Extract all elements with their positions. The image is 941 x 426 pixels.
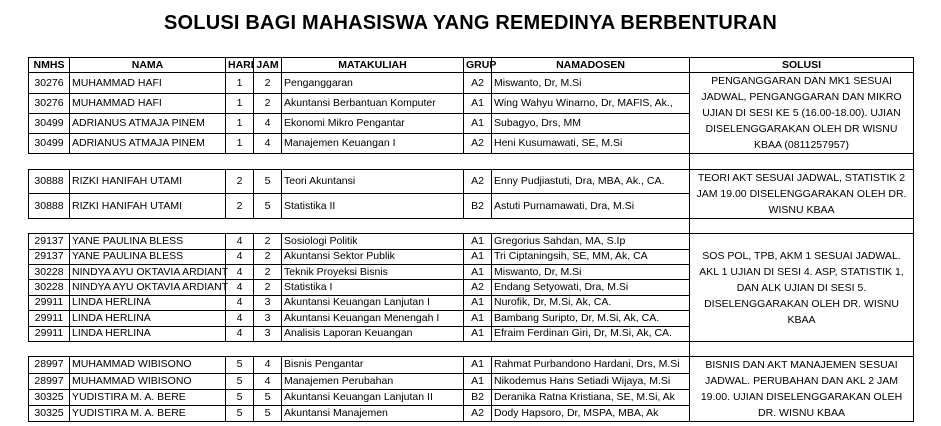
cell-grup: A1 (464, 311, 492, 326)
cell-hari: 4 (226, 326, 254, 341)
cell-namadosen: Rahmat Purbandono Hardani, Drs, M.Si (492, 357, 690, 373)
cell-nama: LINDA HERLINA (70, 311, 226, 326)
cell-namadosen: Subagyo, Drs, MM (492, 113, 690, 133)
cell-matakuliah: Akuntansi Berbantuan Komputer (282, 93, 464, 113)
cell-grup: A2 (464, 406, 492, 422)
cell-nmhs: 30888 (29, 169, 70, 194)
cell-hari: 1 (226, 73, 254, 93)
cell-hari: 1 (226, 134, 254, 154)
cell-hari: 5 (226, 406, 254, 422)
solution-cell: BISNIS DAN AKT MANAJEMEN SESUAI JADWAL. PERUBAHAN DAN AKL 2 JAM 19.00. UJIAN DISELENGGARAKAN OLEH DR. WISNU KBAA (690, 357, 914, 422)
cell-namadosen: Enny Pudjiastuti, Dra, MBA, Ak., CA. (492, 169, 690, 194)
cell-nama: RIZKI HANIFAH UTAMI (70, 194, 226, 219)
cell-nmhs: 30499 (29, 134, 70, 154)
cell-nmhs: 30888 (29, 194, 70, 219)
cell-matakuliah: Statistika II (282, 194, 464, 219)
cell-namadosen: Miswanto, Dr, M.Si (492, 73, 690, 93)
cell-nama: YUDISTIRA M. A. BERE (70, 406, 226, 422)
cell-grup: A1 (464, 264, 492, 279)
cell-nama: MUHAMMAD WIBISONO (70, 357, 226, 373)
cell-nama: RIZKI HANIFAH UTAMI (70, 169, 226, 194)
cell-nmhs: 30228 (29, 264, 70, 279)
header-row (29, 58, 914, 73)
cell-grup: A1 (464, 295, 492, 310)
separator-cell (492, 154, 690, 169)
separator-cell (282, 341, 464, 356)
cell-hari: 4 (226, 249, 254, 264)
cell-jam: 4 (254, 373, 282, 389)
cell-nama: YANE PAULINA BLESS (70, 249, 226, 264)
cell-grup: A2 (464, 280, 492, 295)
cell-grup: B2 (464, 194, 492, 219)
cell-hari: 5 (226, 357, 254, 373)
group-separator (29, 154, 914, 169)
cell-nama: LINDA HERLINA (70, 326, 226, 341)
cell-jam: 2 (254, 264, 282, 279)
cell-jam: 2 (254, 73, 282, 93)
solution-cell: SOS POL, TPB, AKM 1 SESUAI JADWAL. AKL 1 UJIAN DI SESI 4. ASP, STATISTIK 1, DAN ALK UJIAN DI SESI 5. DISELENGGARAKAN OLEH DR. WISNU KBAA (690, 234, 914, 342)
cell-nama: NINDYA AYU OKTAVIA ARDIANT (70, 280, 226, 295)
cell-hari: 4 (226, 311, 254, 326)
cell-jam: 5 (254, 194, 282, 219)
cell-nmhs: 30228 (29, 280, 70, 295)
cell-namadosen: Astuti Purnamawati, Dra, M.Si (492, 194, 690, 219)
cell-nmhs: 28997 (29, 373, 70, 389)
cell-hari: 1 (226, 93, 254, 113)
separator-cell (254, 341, 282, 356)
cell-hari: 1 (226, 113, 254, 133)
separator-cell (70, 218, 226, 233)
separator-cell (29, 154, 70, 169)
separator-cell (464, 218, 492, 233)
table-row (29, 234, 914, 249)
cell-matakuliah: Akuntansi Keuangan Lanjutan II (282, 389, 464, 405)
cell-nama: YUDISTIRA M. A. BERE (70, 389, 226, 405)
cell-jam: 2 (254, 93, 282, 113)
cell-jam: 2 (254, 234, 282, 249)
cell-namadosen: Bambang Suripto, Dr, M.Si, Ak, CA. (492, 311, 690, 326)
header-nmhs: NMHS (29, 58, 70, 73)
cell-nama: MUHAMMAD HAFI (70, 73, 226, 93)
cell-nama: LINDA HERLINA (70, 295, 226, 310)
cell-matakuliah: Akuntansi Sektor Publik (282, 249, 464, 264)
cell-namadosen: Deranika Ratna Kristiana, SE, M.Si, Ak (492, 389, 690, 405)
cell-hari: 2 (226, 194, 254, 219)
cell-jam: 2 (254, 280, 282, 295)
separator-cell (492, 341, 690, 356)
cell-hari: 4 (226, 234, 254, 249)
cell-grup: B2 (464, 389, 492, 405)
solution-cell: PENGANGGARAN DAN MK1 SESUAI JADWAL, PENGANGGARAN DAN MIKRO UJIAN DI SESI KE 5 (16.00-18.00). UJIAN DISELENGGARAKAN OLEH DR WISNU KBAA (0811257957) (690, 73, 914, 154)
header-jam: JAM (254, 58, 282, 73)
cell-jam: 5 (254, 169, 282, 194)
separator-cell (464, 154, 492, 169)
cell-nmhs: 29911 (29, 311, 70, 326)
cell-nmhs: 30276 (29, 93, 70, 113)
cell-nmhs: 30276 (29, 73, 70, 93)
cell-grup: A1 (464, 113, 492, 133)
separator-cell (282, 154, 464, 169)
table-row (29, 357, 914, 373)
cell-nama: MUHAMMAD WIBISONO (70, 373, 226, 389)
cell-matakuliah: Manajemen Keuangan I (282, 134, 464, 154)
cell-namadosen: Gregorius Sahdan, MA, S.Ip (492, 234, 690, 249)
header-hari: HARI (226, 58, 254, 73)
cell-jam: 3 (254, 295, 282, 310)
cell-grup: A1 (464, 357, 492, 373)
cell-jam: 5 (254, 389, 282, 405)
separator-cell (70, 341, 226, 356)
cell-nmhs: 29137 (29, 249, 70, 264)
cell-nama: YANE PAULINA BLESS (70, 234, 226, 249)
separator-cell (254, 154, 282, 169)
separator-cell (492, 218, 690, 233)
cell-grup: A2 (464, 73, 492, 93)
table-row (29, 169, 914, 194)
cell-namadosen: Wing Wahyu Winarno, Dr, MAFIS, Ak., (492, 93, 690, 113)
cell-matakuliah: Statistika I (282, 280, 464, 295)
cell-nama: NINDYA AYU OKTAVIA ARDIANT (70, 264, 226, 279)
cell-hari: 5 (226, 389, 254, 405)
cell-jam: 3 (254, 326, 282, 341)
cell-matakuliah: Teori Akuntansi (282, 169, 464, 194)
cell-nmhs: 29137 (29, 234, 70, 249)
cell-grup: A1 (464, 234, 492, 249)
cell-grup: A1 (464, 93, 492, 113)
cell-nmhs: 29911 (29, 295, 70, 310)
cell-matakuliah: Ekonomi Mikro Pengantar (282, 113, 464, 133)
cell-namadosen: Miswanto, Dr, M.Si (492, 264, 690, 279)
cell-matakuliah: Bisnis Pengantar (282, 357, 464, 373)
schedule-table (28, 57, 914, 422)
group-separator (29, 341, 914, 356)
cell-jam: 4 (254, 134, 282, 154)
cell-nama: ADRIANUS ATMAJA PINEM (70, 113, 226, 133)
solution-cell: TEORI AKT SESUAI JADWAL, STATISTIK 2 JAM 19.00 DISELENGGARAKAN OLEH DR. WISNU KBAA (690, 169, 914, 218)
cell-namadosen: Tri Ciptaningsih, SE, MM, Ak, CA (492, 249, 690, 264)
cell-namadosen: Nikodemus Hans Setiadi Wijaya, M.Si (492, 373, 690, 389)
cell-jam: 2 (254, 249, 282, 264)
cell-matakuliah: Akuntansi Manajemen (282, 406, 464, 422)
header-namadosen: NAMADOSEN (492, 58, 690, 73)
separator-cell (226, 218, 254, 233)
cell-matakuliah: Analisis Laporan Keuangan (282, 326, 464, 341)
separator-cell (70, 154, 226, 169)
cell-hari: 4 (226, 264, 254, 279)
header-solusi: SOLUSI (690, 58, 914, 73)
page-title: SOLUSI BAGI MAHASISWA YANG REMEDINYA BERBENTURAN (164, 12, 777, 34)
cell-grup: A2 (464, 134, 492, 154)
cell-hari: 5 (226, 373, 254, 389)
header-nama: NAMA (70, 58, 226, 73)
cell-nmhs: 30325 (29, 389, 70, 405)
cell-matakuliah: Teknik Proyeksi Bisnis (282, 264, 464, 279)
separator-cell (690, 154, 914, 169)
cell-grup: A2 (464, 169, 492, 194)
cell-nmhs: 29911 (29, 326, 70, 341)
cell-hari: 4 (226, 280, 254, 295)
separator-cell (282, 218, 464, 233)
cell-matakuliah: Akuntansi Keuangan Menengah I (282, 311, 464, 326)
cell-grup: A1 (464, 326, 492, 341)
cell-matakuliah: Akuntansi Keuangan Lanjutan I (282, 295, 464, 310)
separator-cell (690, 218, 914, 233)
table-row (29, 73, 914, 93)
separator-cell (226, 341, 254, 356)
cell-namadosen: Endang Setyowati, Dra, M.Si (492, 280, 690, 295)
cell-jam: 4 (254, 113, 282, 133)
cell-matakuliah: Manajemen Perubahan (282, 373, 464, 389)
separator-cell (464, 341, 492, 356)
separator-cell (29, 218, 70, 233)
separator-cell (254, 218, 282, 233)
separator-cell (29, 341, 70, 356)
group-separator (29, 218, 914, 233)
cell-jam: 5 (254, 406, 282, 422)
cell-namadosen: Nurofik, Dr, M.Si, Ak, CA. (492, 295, 690, 310)
cell-matakuliah: Sosiologi Politik (282, 234, 464, 249)
cell-namadosen: Dody Hapsoro, Dr, MSPA, MBA, Ak (492, 406, 690, 422)
cell-nmhs: 30325 (29, 406, 70, 422)
cell-nama: ADRIANUS ATMAJA PINEM (70, 134, 226, 154)
separator-cell (226, 154, 254, 169)
cell-jam: 4 (254, 357, 282, 373)
separator-cell (690, 341, 914, 356)
cell-nmhs: 30499 (29, 113, 70, 133)
table-body (29, 73, 914, 422)
header-matakuliah: MATAKULIAH (282, 58, 464, 73)
cell-grup: A1 (464, 373, 492, 389)
header-grup: GRUP (464, 58, 492, 73)
cell-namadosen: Efraim Ferdinan Giri, Dr, M.Si, Ak, CA. (492, 326, 690, 341)
cell-nama: MUHAMMAD HAFI (70, 93, 226, 113)
cell-grup: A1 (464, 249, 492, 264)
cell-nmhs: 28997 (29, 357, 70, 373)
cell-namadosen: Heni Kusumawati, SE, M.Si (492, 134, 690, 154)
cell-matakuliah: Penganggaran (282, 73, 464, 93)
cell-jam: 3 (254, 311, 282, 326)
cell-hari: 4 (226, 295, 254, 310)
cell-hari: 2 (226, 169, 254, 194)
